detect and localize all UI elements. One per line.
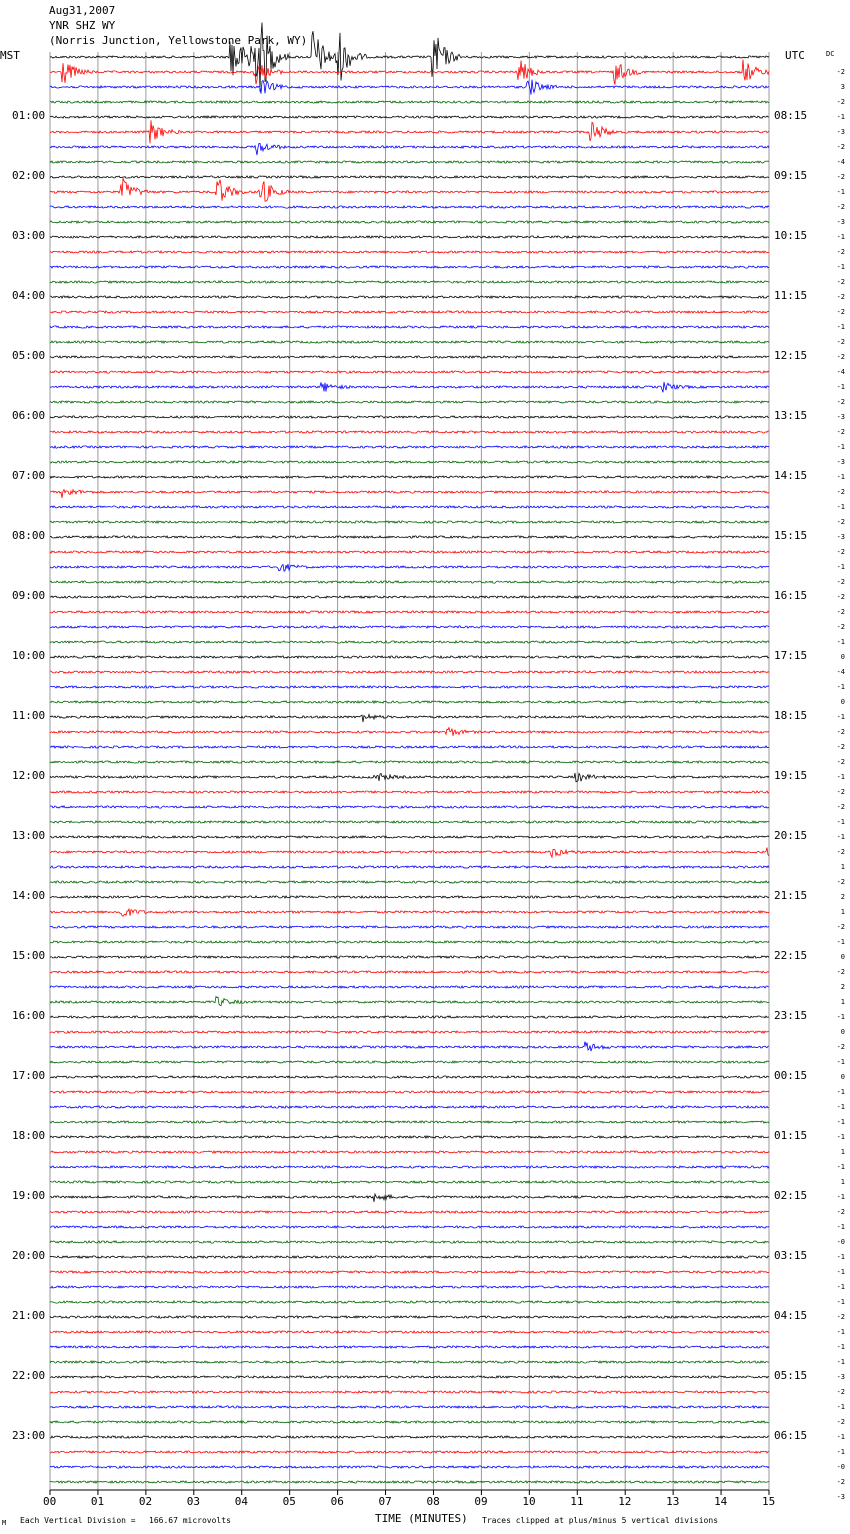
left-hour-label: 19:00	[12, 1189, 46, 1202]
trace-line	[50, 909, 769, 916]
dc-offset-label: -1	[836, 1133, 845, 1141]
trace-line	[50, 1391, 769, 1393]
left-hour-label: 10:00	[12, 649, 46, 662]
x-tick-label: 07	[378, 1495, 392, 1508]
dc-offset-label: -3	[836, 1373, 845, 1381]
x-tick-label: 00	[43, 1495, 57, 1508]
trace-line	[50, 1346, 769, 1348]
dc-offset-label: -2	[836, 1313, 845, 1321]
dc-offset-label: -2	[836, 398, 845, 406]
date-label: Aug31,2007	[49, 4, 116, 17]
x-tick-label: 15	[762, 1495, 776, 1508]
dc-offset-label: -2	[836, 1418, 845, 1426]
trace-line	[50, 60, 769, 85]
dc-offset-label: -1	[836, 818, 845, 826]
trace-line	[50, 1256, 769, 1258]
right-hour-label: 01:15	[774, 1129, 808, 1142]
trace-line	[50, 1301, 769, 1303]
dc-offset-label: 0	[840, 1073, 845, 1081]
dc-offset-label: 1	[840, 908, 845, 916]
left-hour-label: 09:00	[12, 589, 46, 602]
trace-line	[50, 221, 769, 223]
right-hour-label: 19:15	[774, 769, 808, 782]
left-hour-label: 06:00	[12, 409, 46, 422]
dc-offset-label: -1	[836, 263, 845, 271]
dc-offset-label: -4	[836, 158, 845, 166]
right-timezone-label: UTC	[785, 49, 805, 62]
right-hour-label: 18:15	[774, 709, 808, 722]
right-hour-label: 22:15	[774, 949, 808, 962]
trace-line	[50, 701, 769, 703]
dc-offset-label: -3	[836, 128, 845, 136]
dc-offset-label: -1	[836, 1268, 845, 1276]
trace-line	[50, 101, 769, 103]
scale-prefix: Each Vertical Division =	[20, 1516, 136, 1525]
trace-line	[50, 281, 769, 283]
left-hour-label: 12:00	[12, 769, 46, 782]
trace-line	[50, 791, 769, 793]
dc-offset-label: -2	[836, 968, 845, 976]
trace-line	[50, 1091, 769, 1093]
dc-offset-label: -1	[836, 1358, 845, 1366]
x-tick-label: 13	[666, 1495, 680, 1508]
trace-line	[50, 941, 769, 943]
dc-offset-label: -1	[836, 1058, 845, 1066]
x-tick-label: 03	[186, 1495, 201, 1508]
dc-offset-label: -2	[836, 308, 845, 316]
dc-offset-label: 1	[840, 998, 845, 1006]
dc-offset-label: -1	[836, 383, 845, 391]
dc-offset-label: 0	[840, 698, 845, 706]
left-hour-label: 23:00	[12, 1429, 46, 1442]
dc-offset-label: -1	[836, 563, 845, 571]
trace-line	[50, 773, 769, 782]
left-hour-label: 02:00	[12, 169, 46, 182]
dc-offset-label: -2	[836, 428, 845, 436]
trace-line	[50, 986, 769, 988]
left-hour-label: 13:00	[12, 829, 46, 842]
dc-offset-label: -1	[836, 1193, 845, 1201]
trace-line	[50, 1286, 769, 1288]
dc-offset-label: -1	[836, 683, 845, 691]
dc-offset-label: -1	[836, 1253, 845, 1261]
trace-line	[50, 1316, 769, 1318]
trace-line	[50, 956, 769, 958]
trace-line	[50, 641, 769, 643]
trace-line	[50, 881, 769, 883]
dc-offset-label: -0	[836, 1463, 845, 1471]
dc-offset-label: -2	[836, 203, 845, 211]
trace-line	[50, 382, 769, 392]
dc-offset-label: -2	[836, 98, 845, 106]
dc-offset-label: -2	[836, 68, 845, 76]
dc-offset-label: -1	[836, 713, 845, 721]
dc-offset-label: -1	[836, 1088, 845, 1096]
dc-offset-label: -2	[836, 488, 845, 496]
trace-line	[50, 896, 769, 898]
trace-line	[50, 490, 769, 498]
x-tick-label: 08	[426, 1495, 440, 1508]
trace-line	[50, 746, 769, 748]
dc-offset-label: -2	[836, 548, 845, 556]
left-hour-label: 20:00	[12, 1249, 46, 1262]
right-hour-label: 09:15	[774, 169, 808, 182]
trace-line	[50, 506, 769, 508]
dc-offset-label: -2	[836, 743, 845, 751]
dc-offset-label: -1	[836, 503, 845, 511]
left-hour-label: 21:00	[12, 1309, 46, 1322]
dc-offset-label: -3	[836, 218, 845, 226]
x-tick-label: 12	[618, 1495, 632, 1508]
trace-line	[50, 1042, 769, 1052]
right-hour-label: 13:15	[774, 409, 808, 422]
dc-offset-label: -1	[836, 938, 845, 946]
left-hour-label: 07:00	[12, 469, 46, 482]
dc-offset-label: -4	[836, 668, 845, 676]
right-hour-label: 15:15	[774, 529, 808, 542]
trace-line	[50, 1076, 769, 1078]
trace-line	[50, 1361, 769, 1363]
trace-line	[50, 1271, 769, 1273]
trace-line	[50, 1466, 769, 1468]
trace-line	[50, 1331, 769, 1333]
dc-offset-label: -2	[836, 608, 845, 616]
right-hour-label: 10:15	[774, 229, 808, 242]
corner-mark: M	[2, 1519, 7, 1527]
trace-line	[50, 23, 769, 92]
dc-offset-label: -1	[836, 1103, 845, 1111]
dc-offset-label: 0	[840, 953, 845, 961]
dc-offset-label: -1	[836, 773, 845, 781]
trace-line	[50, 446, 769, 448]
x-tick-label: 09	[474, 1495, 488, 1508]
dc-offset-label: -1	[836, 638, 845, 646]
left-hour-label: 16:00	[12, 1009, 46, 1022]
trace-line	[50, 1211, 769, 1213]
dc-offset-label: -1	[836, 1013, 845, 1021]
trace-line	[50, 311, 769, 313]
dc-offset-label: -1	[836, 1283, 845, 1291]
right-hour-label: 17:15	[774, 649, 808, 662]
right-hour-label: 20:15	[774, 829, 808, 842]
trace-line	[50, 116, 769, 118]
trace-line	[50, 80, 769, 95]
dc-offset-label: -2	[836, 248, 845, 256]
dc-offset-label: -3	[836, 1493, 845, 1501]
trace-line	[50, 1181, 769, 1183]
left-hour-label: 17:00	[12, 1069, 46, 1082]
trace-line	[50, 1376, 769, 1378]
trace-line	[50, 143, 769, 155]
x-tick-label: 11	[570, 1495, 584, 1508]
right-hour-label: 02:15	[774, 1189, 808, 1202]
x-tick-label: 10	[522, 1495, 536, 1508]
dc-offset-label: 2	[840, 983, 845, 991]
right-hour-label: 00:15	[774, 1069, 808, 1082]
trace-line	[50, 161, 769, 163]
dc-offset-label: 0	[840, 653, 845, 661]
trace-line	[50, 251, 769, 253]
trace-line	[50, 564, 769, 571]
trace-line	[50, 206, 769, 208]
dc-offset-label: -2	[836, 278, 845, 286]
trace-line	[50, 461, 769, 463]
dc-offset-label: 1	[840, 1178, 845, 1186]
dc-offset-label: -1	[836, 1403, 845, 1411]
trace-line	[50, 1061, 769, 1063]
dc-offset-label: -1	[836, 1223, 845, 1231]
trace-line	[50, 997, 769, 1006]
location-label: (Norris Junction, Yellowstone Park, WY)	[49, 34, 308, 47]
trace-line	[50, 671, 769, 673]
trace-line	[50, 371, 769, 373]
trace-line	[50, 1166, 769, 1168]
dc-offset-label: -3	[836, 458, 845, 466]
trace-line	[50, 596, 769, 598]
right-hour-label: 23:15	[774, 1009, 808, 1022]
dc-offset-label: -1	[836, 188, 845, 196]
trace-line	[50, 356, 769, 358]
left-hour-label: 15:00	[12, 949, 46, 962]
left-hour-label: 05:00	[12, 349, 46, 362]
trace-line	[50, 1406, 769, 1408]
trace-line	[50, 806, 769, 808]
left-hour-label: 14:00	[12, 889, 46, 902]
dc-offset-label: -2	[836, 143, 845, 151]
clip-note: Traces clipped at plus/minus 5 vertical divisions	[482, 1516, 719, 1525]
trace-line	[50, 581, 769, 583]
dc-offset-label: -2	[836, 1043, 845, 1051]
trace-line	[50, 1194, 769, 1202]
dc-label: DC	[826, 50, 835, 58]
left-hour-label: 01:00	[12, 109, 46, 122]
dc-offset-label: -4	[836, 368, 845, 376]
trace-line	[50, 176, 769, 178]
right-hour-label: 06:15	[774, 1429, 808, 1442]
dc-offset-label: -1	[836, 1433, 845, 1441]
dc-offset-label: 0	[840, 1028, 845, 1036]
dc-offset-label: -3	[836, 533, 845, 541]
dc-offset-label: -1	[836, 1118, 845, 1126]
x-tick-label: 01	[90, 1495, 105, 1508]
dc-offset-label: -0	[836, 1238, 845, 1246]
trace-line	[50, 971, 769, 973]
dc-offset-label: -2	[836, 338, 845, 346]
trace-line	[50, 1241, 769, 1243]
trace-line	[50, 1031, 769, 1033]
dc-offset-label: -2	[836, 353, 845, 361]
dc-offset-label: -1	[836, 833, 845, 841]
trace-line	[50, 1226, 769, 1228]
trace-line	[50, 715, 769, 723]
x-tick-label: 04	[234, 1495, 248, 1508]
dc-offset-label: 3	[840, 83, 845, 91]
dc-offset-label: -2	[836, 1478, 845, 1486]
dc-offset-label: -2	[836, 1388, 845, 1396]
trace-line	[50, 1106, 769, 1108]
dc-offset-label: 1	[840, 863, 845, 871]
dc-offset-label: -2	[836, 593, 845, 601]
trace-line	[50, 1436, 769, 1438]
dc-offset-label: -2	[836, 923, 845, 931]
scale-value: 166.67 microvolts	[149, 1516, 231, 1525]
dc-offset-label: -1	[836, 1448, 845, 1456]
x-tick-label: 05	[282, 1495, 296, 1508]
dc-offset-label: -2	[836, 803, 845, 811]
right-hour-label: 11:15	[774, 289, 808, 302]
trace-line	[50, 1151, 769, 1153]
dc-offset-label: -2	[836, 788, 845, 796]
x-axis-title: TIME (MINUTES)	[375, 1512, 468, 1525]
trace-line	[50, 401, 769, 403]
left-hour-label: 03:00	[12, 229, 46, 242]
trace-line	[50, 728, 769, 736]
dc-offset-label: -2	[836, 293, 845, 301]
dc-offset-label: -2	[836, 758, 845, 766]
trace-line	[50, 326, 769, 328]
trace-line	[50, 341, 769, 343]
trace-line	[50, 296, 769, 298]
right-hour-label: 14:15	[774, 469, 808, 482]
trace-line	[50, 866, 769, 868]
trace-line	[50, 1016, 769, 1018]
x-tick-label: 02	[138, 1495, 153, 1508]
trace-line	[50, 521, 769, 523]
left-hour-label: 11:00	[12, 709, 46, 722]
trace-line	[50, 848, 769, 858]
trace-line	[50, 551, 769, 553]
trace-line	[50, 178, 769, 201]
dc-offset-label: -1	[836, 233, 845, 241]
right-hour-label: 05:15	[774, 1369, 808, 1382]
trace-line	[50, 1451, 769, 1453]
dc-offset-label: -1	[836, 443, 845, 451]
trace-line	[50, 1421, 769, 1423]
right-hour-label: 04:15	[774, 1309, 808, 1322]
dc-offset-label: -2	[836, 578, 845, 586]
dc-offset-label: 2	[840, 893, 845, 901]
trace-line	[50, 821, 769, 823]
trace-line	[50, 626, 769, 628]
right-hour-label: 16:15	[774, 589, 808, 602]
trace-line	[50, 431, 769, 433]
dc-offset-label: -1	[836, 1343, 845, 1351]
dc-offset-label: -2	[836, 878, 845, 886]
trace-line	[50, 476, 769, 478]
station-label: YNR SHZ WY	[49, 19, 116, 32]
left-hour-label: 22:00	[12, 1369, 46, 1382]
dc-offset-label: -1	[836, 473, 845, 481]
dc-offset-label: -2	[836, 173, 845, 181]
right-hour-label: 08:15	[774, 109, 808, 122]
right-hour-label: 21:15	[774, 889, 808, 902]
trace-line	[50, 761, 769, 763]
left-timezone-label: MST	[0, 49, 20, 62]
dc-offset-label: -2	[836, 623, 845, 631]
trace-line	[50, 656, 769, 658]
dc-offset-label: -2	[836, 518, 845, 526]
trace-line	[50, 120, 769, 143]
trace-line	[50, 1136, 769, 1138]
dc-offset-label: -1	[836, 1328, 845, 1336]
left-hour-label: 04:00	[12, 289, 46, 302]
trace-line	[50, 1481, 769, 1483]
trace-line	[50, 536, 769, 538]
x-tick-label: 06	[330, 1495, 344, 1508]
trace-line	[50, 416, 769, 418]
x-tick-label: 14	[714, 1495, 728, 1508]
dc-offset-label: -2	[836, 1208, 845, 1216]
trace-line	[50, 926, 769, 928]
left-hour-label: 08:00	[12, 529, 46, 542]
dc-offset-label: 1	[840, 1148, 845, 1156]
trace-line	[50, 611, 769, 613]
dc-offset-label: -3	[836, 413, 845, 421]
dc-offset-label: -1	[836, 113, 845, 121]
trace-line	[50, 836, 769, 838]
trace-line	[50, 236, 769, 238]
left-hour-label: 18:00	[12, 1129, 46, 1142]
dc-offset-label: -1	[836, 323, 845, 331]
trace-line	[50, 266, 769, 268]
dc-offset-label: -2	[836, 848, 845, 856]
trace-line	[50, 686, 769, 688]
dc-offset-label: -1	[836, 1163, 845, 1171]
trace-line	[50, 1121, 769, 1123]
right-hour-label: 03:15	[774, 1249, 808, 1262]
right-hour-label: 12:15	[774, 349, 808, 362]
dc-offset-label: -2	[836, 728, 845, 736]
dc-offset-label: -1	[836, 1298, 845, 1306]
